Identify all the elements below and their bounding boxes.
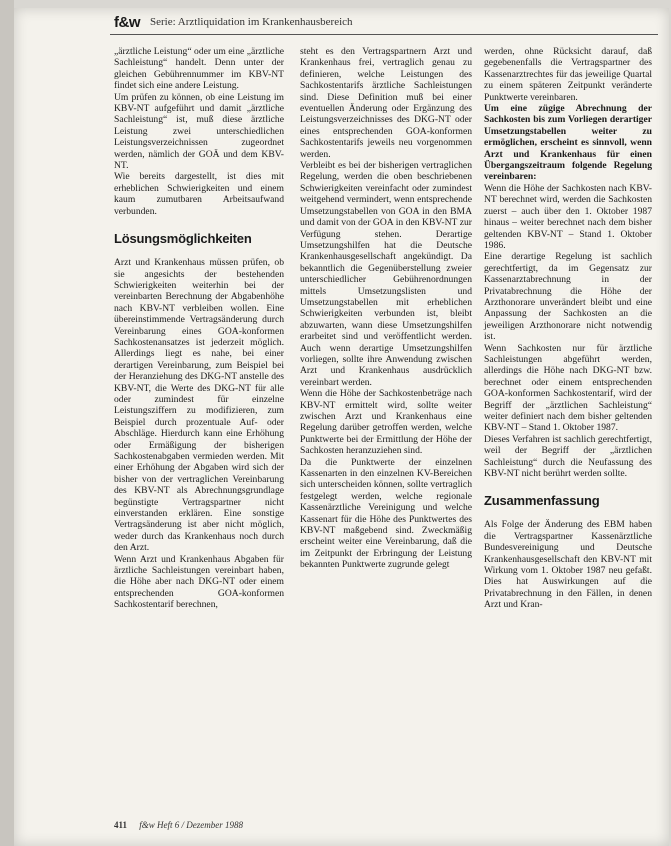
- paragraph: Eine derartige Regelung ist sachlich gerechtfertigt, da im Gegensatz zur Kassenarztabrechnung in der Privatabrechnung die Höhe der Arzthonorare unverändert bleibt und eine Anpassung der Sachkosten an die jeweiligen Arzthonorare nicht notwendig ist.: [484, 251, 652, 343]
- text-column-1: [114, 46, 284, 611]
- section-heading: Zusammenfassung: [484, 493, 600, 509]
- page-number: 411: [114, 820, 128, 830]
- text-column-3: [484, 46, 652, 611]
- paragraph: Um prüfen zu können, ob eine Leistung im KBV-NT aufgeführt und damit „ärztliche Sachleistung“ ist, muß diese ärztliche Leistung zwei unterschiedlichen Leistungsverzeichnissen zugeordnet werden, nämlich der GOÄ und dem KBV-NT.: [114, 91, 284, 172]
- document-page: [14, 8, 669, 846]
- paragraph: Da die Punktwerte der einzelnen Kassenarten in den einzelnen KV-Bereichen sich unterscheiden können, sollte vertraglich festgelegt werden, welche regionale Kassenärztliche Vereinigung und welche Kassenart für die Höhe des Punktwertes des KBV-NT maßgebend sind. Zweckmäßig erscheint weiter eine Vereinbarung, daß die im Zeitpunkt der Erbringung der Leistung bekannten Punktwerte zugrunde gelegt: [300, 456, 472, 571]
- paragraph: Wenn Arzt und Krankenhaus Abgaben für ärztliche Sachleistungen vereinbart haben, die Höhe aber nach DKG-NT oder einem entsprechenden GOA-konformen Sachkostentarif berechnen,: [114, 553, 284, 611]
- paragraph: Arzt und Krankenhaus müssen prüfen, ob sie angesichts der bestehenden Schwierigkeiten weiterhin bei der vereinbarten Berechnung der Abgabenhöhe nach KBV-NT verbleiben wollen. Eine übereinstimmende Vertragsänderung durch Vereinbarung eines GOA-konformen Sachkostenansatzes ist jederzeit möglich. Allerdings liegt es nahe, bei einer derartigen Vereinbarung, zum Beispiel bei der Heranziehung des DKG-NT anstelle des KBV-NT, die Werte des DKG-NT für alle oder zumindest für einzelne Leistungsziffern zu modifizieren, zum Beispiel durch prozentuale Auf- oder Abschläge. Hierdurch kann eine Erhöhung oder Ermäßigung der bisherigen Sachkostenabgaben vermieden werden. Mit einer Erhöhung der Abgaben wird sich der bisher von der vertraglichen Vereinbarung des KBV-NT als Abrechnungsgrundlage begünstigte Vertragspartner nicht einverstanden erklären. Eine sonstige Vertragsänderung ist aber nicht möglich, weder durch das Krankenhaus noch durch den Arzt.: [114, 257, 284, 554]
- page-header: [110, 12, 658, 35]
- paragraph: Wie bereits dargestellt, ist dies mit erheblichen Schwierigkeiten und einem kaum zumutbaren Arbeitsaufwand verbunden.: [114, 171, 284, 217]
- paragraph: „ärztliche Leistung“ oder um eine „ärztliche Sachleistung“ handelt. Denn unter der gleichen Gebührennummer im KBV-NT findet sich eine andere Leistung.: [114, 46, 284, 92]
- journal-source: f&w Heft 6 / Dezember 1988: [139, 820, 244, 830]
- paragraph: Dieses Verfahren ist sachlich gerechtfertigt, weil der Begriff der „ärztlichen Sachleistung“ durch die Neufassung des KBV-NT nicht berührt werden sollte.: [484, 433, 652, 480]
- paragraph: Wenn die Höhe der Sachkosten nach KBV-NT berechnet wird, werden die Sachkosten zuerst – auch über den 1. Oktober 1987 hinaus – weiter berechnet nach dem bisher geltenden KBV-NT – Stand 1. Oktober 1986.: [484, 182, 652, 251]
- scan-shadow-edge: [0, 0, 14, 846]
- paragraph: werden, ohne Rücksicht darauf, daß gegebenenfalls die Vertragspartner des Kassenarztrechtes für das jeweilige Quartal zu einem späteren Zeitpunkt veränderte Punktwerte vereinbaren.: [484, 46, 652, 103]
- paragraph: Verbleibt es bei der bisherigen vertraglichen Regelung, werden die oben beschriebenen Schwierigkeiten vereinfacht oder zumindest weitgehend vermindert, wenn entsprechende Umsetzungstabellen von GOA in den BMA und damit von der GOA in den KBV-NT zur Verfügung stehen. Derartige Umsetzungshilfen hat die Deutsche Krankenhausgesellschaft angekündigt. Da bekanntlich die Gegenüberstellung zweier unterschiedlicher Gebührenordnungen mittels Umsetzungslisten und Umsetzungstabellen mit erheblichen Schwierigkeiten verbunden ist, bleibt abzuwarten, wann diese Umsetzungshilfen erarbeitet sind und veröffentlicht werden. Auch wenn derartige Umsetzungshilfen vorliegen, sollte ihre Anwendung zwischen Arzt und Krankenhaus ausdrücklich vereinbart werden.: [300, 160, 472, 388]
- page-footer: [114, 820, 654, 834]
- series-title: Serie: Arztliquidation im Krankenhausbereich: [150, 16, 353, 28]
- text-column-2: [300, 46, 472, 571]
- journal-logo: f&w: [114, 14, 140, 31]
- paragraph: Wenn die Höhe der Sachkostenbeträge nach KBV-NT ermittelt wird, sollte weiter zwischen Arzt und Krankenhaus eine Regelung darüber getroffen werden, welche Punktwerte bei der Ermittlung der Höhe der Sachkosten heranzuziehen sind.: [300, 388, 472, 457]
- paragraph: steht es den Vertragspartnern Arzt und Krankenhaus frei, vertraglich genau zu definieren, welche Leistungen des Sachkostentarifs ärztliche Sachleistungen sind. Diese Definition muß bei einer eventuellen Änderung oder Ergänzung des Leistungsverzeichnisses des DKG-NT oder eines entsprechenden GOA-konformen Sachkostentarifs jeweils neu vorgenommen werden.: [300, 46, 472, 160]
- section-heading: Lösungsmöglichkeiten: [114, 231, 252, 247]
- highlighted-paragraph: Um eine zügige Abrechnung der Sachkosten bis zum Vorliegen derartiger Umsetzungstabellen weiter zu ermöglichen, erscheint es sinnvoll, wenn Arzt und Krankenhaus für einen Übergangszeitraum folgende Regelung vereinbaren:: [484, 103, 652, 183]
- paragraph: Als Folge der Änderung des EBM haben die Vertragspartner Kassenärztliche Bundesvereinigung und Deutsche Krankenhausgesellschaft den KBV-NT mit Wirkung vom 1. Oktober 1987 neu gefaßt. Dies hat Auswirkungen auf die Privatabrechnung in den Fällen, in denen Arzt und Kran-: [484, 519, 652, 611]
- paragraph: Wenn Sachkosten nur für ärztliche Sachleistungen abgeführt werden, allerdings die Höhe nach DKG-NT bzw. berechnet oder einem entsprechenden GOA-konformen Sachkostentarif, wird der Begriff der „ärztlichen Sachleistung“ weiter definiert nach dem bisher geltenden KBV-NT – Stand 1. Oktober 1987.: [484, 342, 652, 434]
